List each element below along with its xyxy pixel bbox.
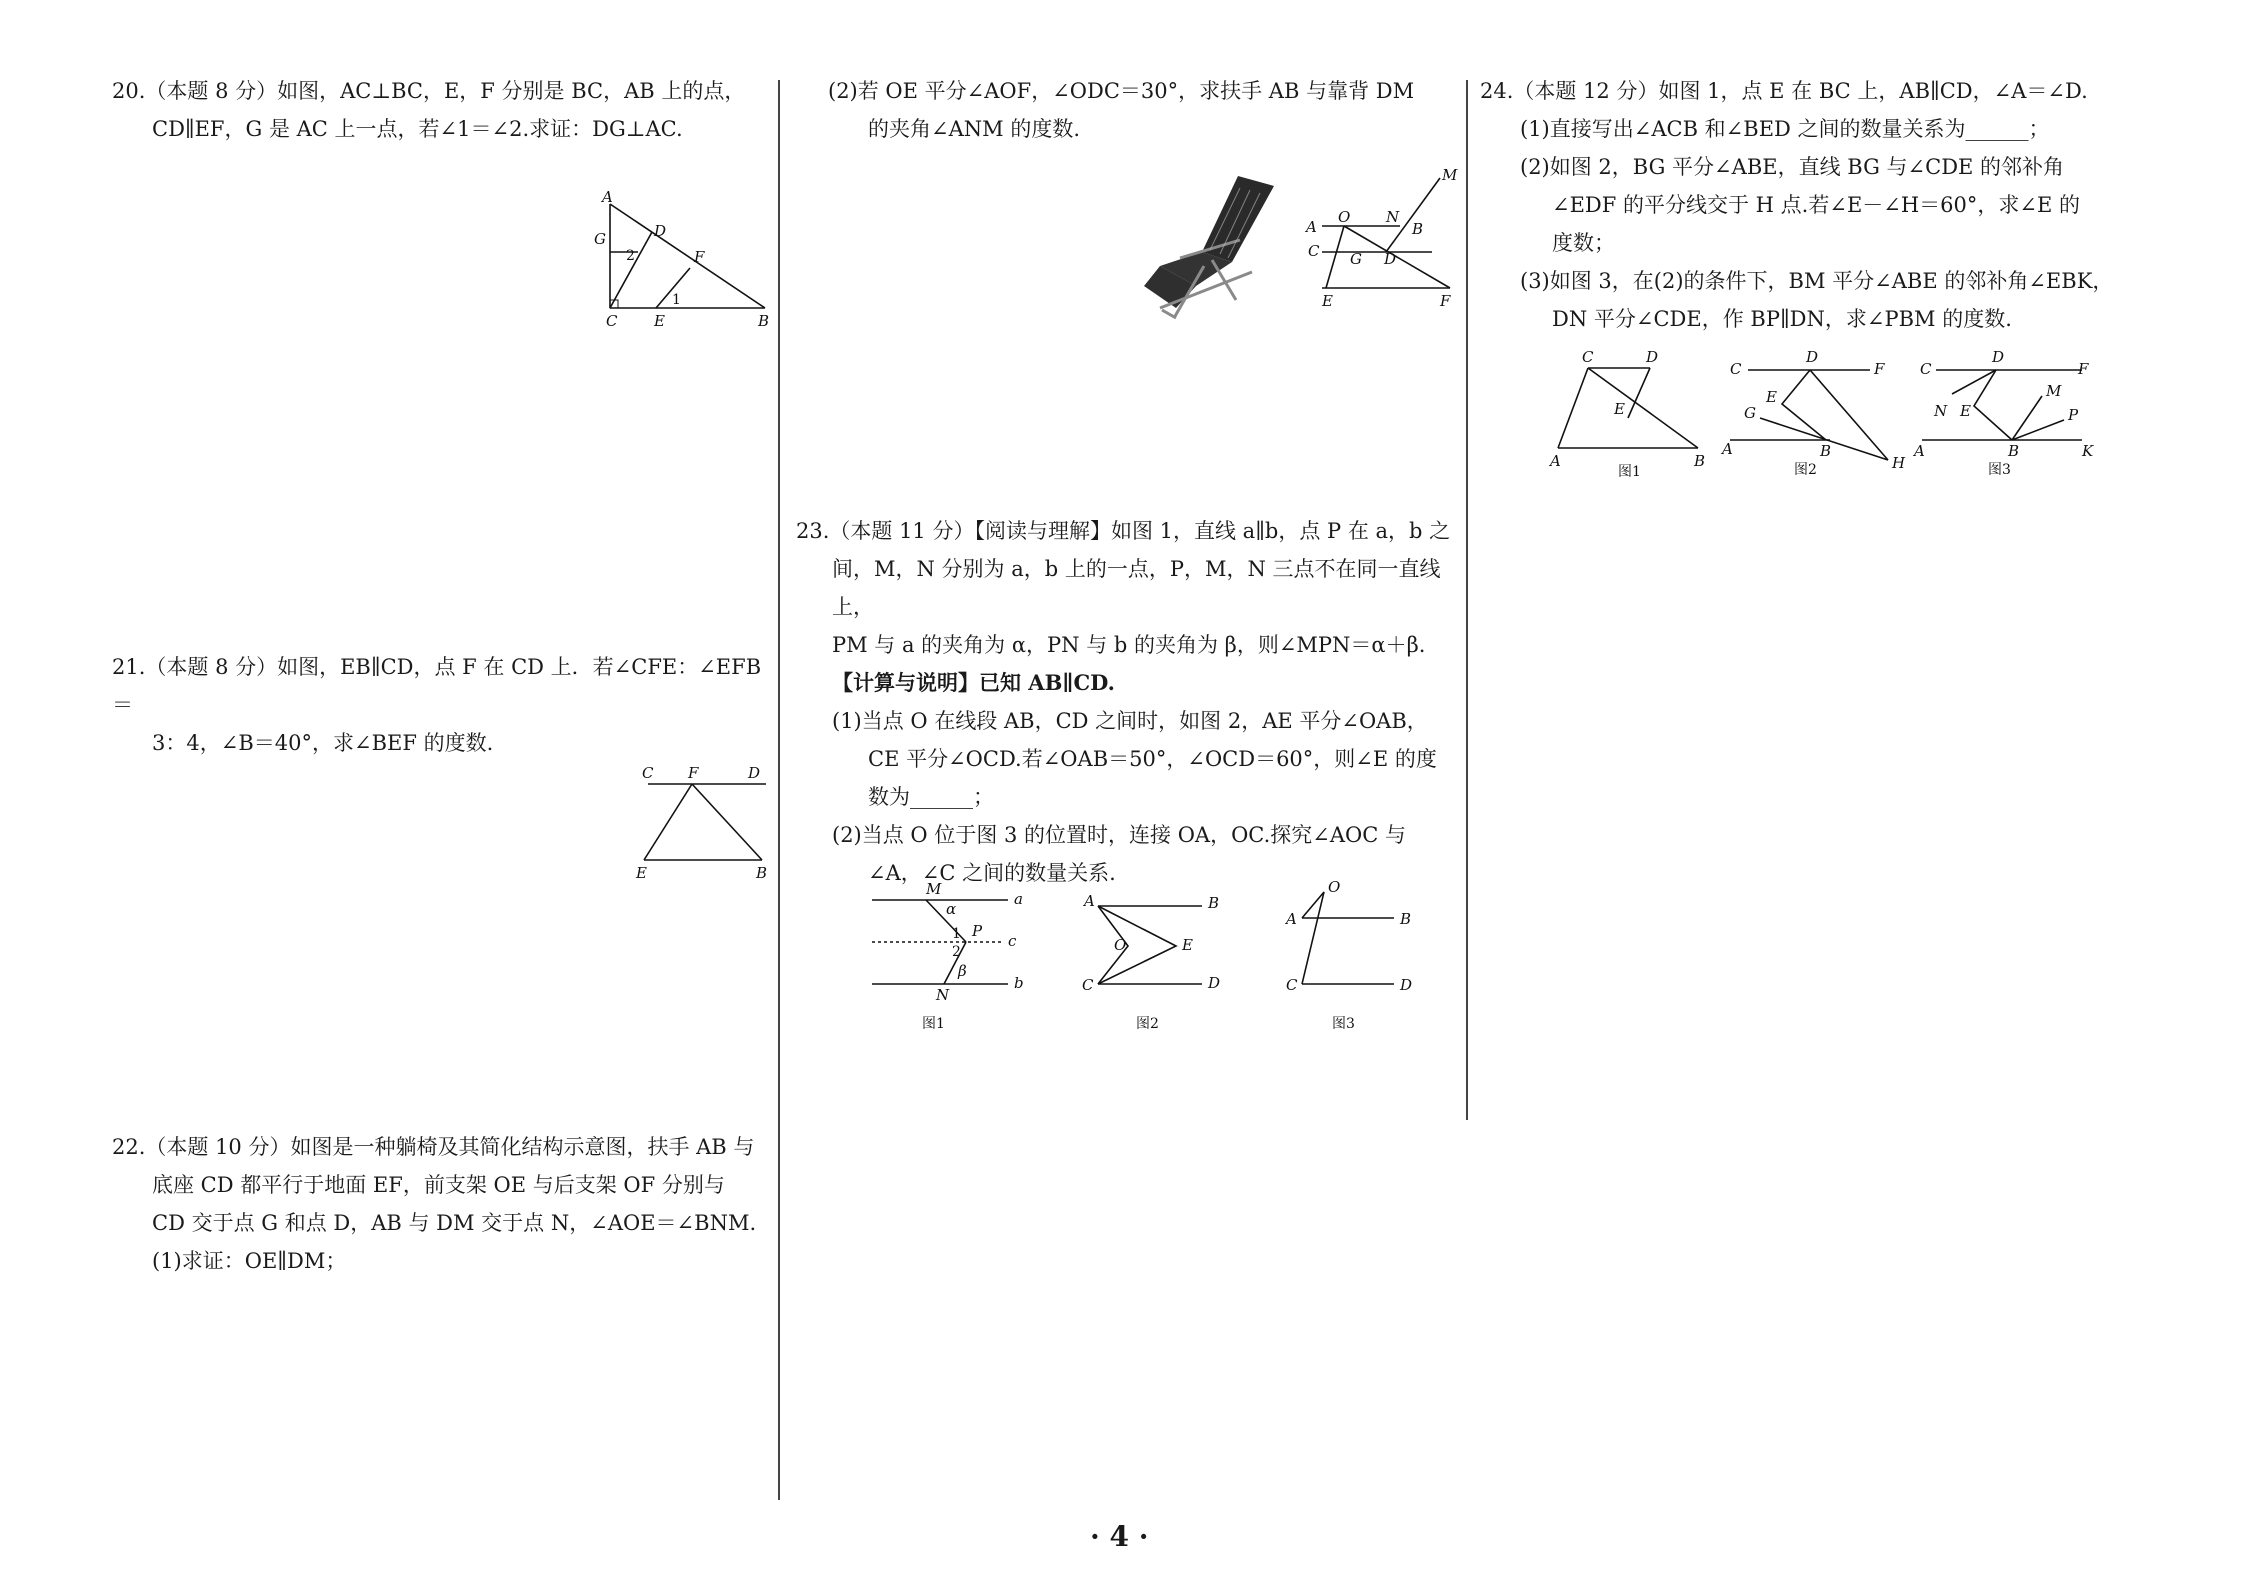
q24-f2-label-D: D bbox=[1806, 348, 1819, 366]
q23-caption-3: 图3 bbox=[1332, 1016, 1355, 1032]
q24-caption-3: 图3 bbox=[1988, 462, 2011, 478]
q22-part2-line-1: (2)若 OE 平分∠AOF，∠ODC＝30°，求扶手 AB 与靠背 DM bbox=[828, 79, 1415, 103]
q24-f1-label-D: D bbox=[1646, 348, 1659, 366]
q24-f3-label-M: M bbox=[2046, 382, 2062, 400]
q22-label-D: D bbox=[1384, 250, 1397, 268]
q23-line-2: 间，M，N 分别为 a，b 上的一点，P，M，N 三点不在同一直线上， bbox=[832, 557, 1441, 619]
q23-f2-label-B: B bbox=[1208, 894, 1220, 912]
q23-f1-label-M: M bbox=[926, 880, 942, 898]
q21-figure bbox=[630, 762, 780, 882]
q24-line-6: (3)如图 3，在(2)的条件下，BM 平分∠ABE 的邻补角∠EBK， bbox=[1520, 269, 2114, 293]
q24-f2-label-A: A bbox=[1722, 440, 1733, 458]
q24-figure-2 bbox=[1720, 344, 1910, 484]
question-21 bbox=[112, 648, 762, 762]
q20-label-D: D bbox=[654, 222, 667, 240]
q22-label-F: F bbox=[1440, 292, 1451, 310]
q24-f1-label-C: C bbox=[1582, 348, 1594, 366]
q23-line-7: 数为______； bbox=[868, 785, 994, 809]
q23-f2-label-D: D bbox=[1208, 974, 1221, 992]
q24-f2-label-F: F bbox=[1874, 360, 1885, 378]
q20-label-F: F bbox=[694, 248, 705, 266]
q23-figure-1 bbox=[862, 878, 1032, 1038]
q22-label-G: G bbox=[1350, 250, 1362, 268]
q24-f2-label-E: E bbox=[1766, 388, 1777, 406]
q20-label-G: G bbox=[594, 230, 606, 248]
q21-label-D: D bbox=[748, 764, 761, 782]
q21-label-E: E bbox=[636, 864, 647, 882]
q22-figure bbox=[1300, 160, 1460, 310]
q24-f3-label-C: C bbox=[1920, 360, 1932, 378]
q23-f3-label-B: B bbox=[1400, 910, 1412, 928]
column-divider-right bbox=[1466, 80, 1468, 1120]
q24-f3-label-B: B bbox=[2008, 442, 2020, 460]
q24-line-7: DN 平分∠CDE，作 BP∥DN，求∠PBM 的度数. bbox=[1552, 307, 2012, 331]
q20-label-angle-2: 2 bbox=[626, 248, 635, 264]
q20-label-A: A bbox=[602, 190, 613, 206]
q22-label-N: N bbox=[1386, 208, 1400, 226]
q22-label-C: C bbox=[1308, 242, 1320, 260]
q22-line-2: 底座 CD 都平行于地面 EF，前支架 OE 与后支架 OF 分别与 bbox=[152, 1173, 725, 1197]
q24-line-1: 24.（本题 12 分）如图 1，点 E 在 BC 上，AB∥CD，∠A＝∠D. bbox=[1480, 79, 2088, 103]
question-24 bbox=[1480, 72, 2180, 338]
q24-line-2: (1)直接写出∠ACB 和∠BED 之间的数量关系为______； bbox=[1520, 117, 2050, 141]
q23-f1-label-a: a bbox=[1014, 890, 1023, 908]
q24-f3-label-D: D bbox=[1992, 348, 2005, 366]
q21-label-B: B bbox=[756, 864, 768, 882]
q22-label-O: O bbox=[1338, 208, 1351, 226]
q24-f1-label-B: B bbox=[1694, 452, 1706, 470]
q24-f3-label-E: E bbox=[1960, 402, 1971, 420]
q24-line-5: 度数； bbox=[1552, 231, 1615, 255]
q22-line-4: (1)求证：OE∥DM； bbox=[152, 1249, 347, 1273]
q23-f2-label-E: E bbox=[1182, 936, 1193, 954]
q20-line-1: 20.（本题 8 分）如图，AC⊥BC，E，F 分别是 BC，AB 上的点， bbox=[112, 79, 746, 103]
q23-caption-1: 图1 bbox=[922, 1016, 945, 1032]
question-22 bbox=[112, 1128, 762, 1280]
q23-f3-label-D: D bbox=[1400, 976, 1413, 994]
q23-f2-label-C: C bbox=[1082, 976, 1094, 994]
recliner-chair-image bbox=[1140, 168, 1280, 328]
question-23 bbox=[796, 512, 1456, 892]
q23-line-9: ∠A，∠C 之间的数量关系. bbox=[868, 861, 1116, 885]
q21-label-F: F bbox=[688, 764, 699, 782]
q23-f1-label-c: c bbox=[1008, 932, 1017, 950]
q24-caption-2: 图2 bbox=[1794, 462, 1817, 478]
q20-figure bbox=[580, 190, 780, 330]
q24-caption-1: 图1 bbox=[1618, 464, 1641, 480]
q22-part2-line-2: 的夹角∠ANM 的度数. bbox=[868, 117, 1080, 141]
q23-caption-2: 图2 bbox=[1136, 1016, 1159, 1032]
q23-f1-label-2: 2 bbox=[952, 944, 961, 960]
q24-f2-label-G: G bbox=[1744, 404, 1756, 422]
q23-f1-label-N: N bbox=[936, 986, 950, 1004]
q20-label-E: E bbox=[654, 312, 665, 330]
q23-f1-label-beta: β bbox=[958, 962, 967, 980]
q23-f1-label-alpha: α bbox=[946, 900, 957, 918]
q23-f2-label-A: A bbox=[1084, 892, 1095, 910]
q23-f3-label-A: A bbox=[1286, 910, 1297, 928]
q23-f1-label-P: P bbox=[972, 922, 983, 940]
q23-f1-label-1: 1 bbox=[952, 926, 961, 942]
q23-line-6: CE 平分∠OCD.若∠OAB＝50°，∠OCD＝60°，则∠E 的度 bbox=[868, 747, 1437, 771]
q24-f3-label-A: A bbox=[1914, 442, 1925, 460]
q23-line-8: (2)当点 O 位于图 3 的位置时，连接 OA，OC.探究∠AOC 与 bbox=[832, 823, 1407, 847]
q21-line-1: 21.（本题 8 分）如图，EB∥CD，点 F 在 CD 上．若∠CFE：∠EFB＝ bbox=[112, 655, 762, 717]
q23-line-4: 【计算与说明】已知 AB∥CD. bbox=[832, 670, 1115, 695]
q22-line-3: CD 交于点 G 和点 D，AB 与 DM 交于点 N，∠AOE＝∠BNM. bbox=[152, 1211, 757, 1235]
q24-f2-label-H: H bbox=[1892, 454, 1906, 472]
q24-figure-3 bbox=[1912, 344, 2102, 484]
q23-line-5: (1)当点 O 在线段 AB，CD 之间时，如图 2，AE 平分∠OAB， bbox=[832, 709, 1428, 733]
q23-f3-label-C: C bbox=[1286, 976, 1298, 994]
q20-label-angle-1: 1 bbox=[672, 292, 681, 308]
question-20 bbox=[112, 72, 762, 148]
q24-f2-label-B: B bbox=[1820, 442, 1832, 460]
q23-f3-label-O: O bbox=[1328, 878, 1341, 896]
q22-label-B: B bbox=[1412, 220, 1424, 238]
q23-f2-label-O: O bbox=[1114, 936, 1127, 954]
q24-f2-label-C: C bbox=[1730, 360, 1742, 378]
q24-f3-label-F: F bbox=[2078, 360, 2089, 378]
q23-figure-2 bbox=[1070, 878, 1230, 1038]
q22-line-1: 22.（本题 10 分）如图是一种躺椅及其简化结构示意图，扶手 AB 与 bbox=[112, 1135, 755, 1159]
q24-f3-label-P: P bbox=[2068, 406, 2079, 424]
q23-line-3: PM 与 a 的夹角为 α，PN 与 b 的夹角为 β，则∠MPN＝α＋β. bbox=[832, 633, 1426, 657]
q24-f3-label-N: N bbox=[1934, 402, 1948, 420]
q24-figure-1 bbox=[1548, 344, 1718, 484]
q20-line-2: CD∥EF，G 是 AC 上一点，若∠1＝∠2.求证：DG⊥AC. bbox=[152, 117, 683, 141]
q23-f1-label-b: b bbox=[1014, 974, 1024, 992]
question-22-part-2 bbox=[828, 72, 1448, 148]
q23-figure-3 bbox=[1262, 870, 1432, 1040]
q23-line-1: 23.（本题 11 分）【阅读与理解】如图 1，直线 a∥b，点 P 在 a，b 之 bbox=[796, 519, 1451, 543]
q24-f1-label-A: A bbox=[1550, 452, 1561, 470]
q20-label-C: C bbox=[606, 312, 618, 330]
q22-label-M: M bbox=[1442, 166, 1458, 184]
q24-f3-label-K: K bbox=[2082, 442, 2094, 460]
q24-line-3: (2)如图 2，BG 平分∠ABE，直线 BG 与∠CDE 的邻补角 bbox=[1520, 155, 2065, 179]
q22-label-A: A bbox=[1306, 218, 1317, 236]
q24-f1-label-E: E bbox=[1614, 400, 1625, 418]
q24-line-4: ∠EDF 的平分线交于 H 点.若∠E－∠H＝60°，求∠E 的 bbox=[1552, 193, 2081, 217]
q21-line-2: 3：4，∠B＝40°，求∠BEF 的度数. bbox=[152, 731, 494, 755]
page-number: · 4 · bbox=[1090, 1520, 1149, 1553]
q22-label-E: E bbox=[1322, 292, 1333, 310]
q20-label-B: B bbox=[758, 312, 770, 330]
q21-label-C: C bbox=[642, 764, 654, 782]
